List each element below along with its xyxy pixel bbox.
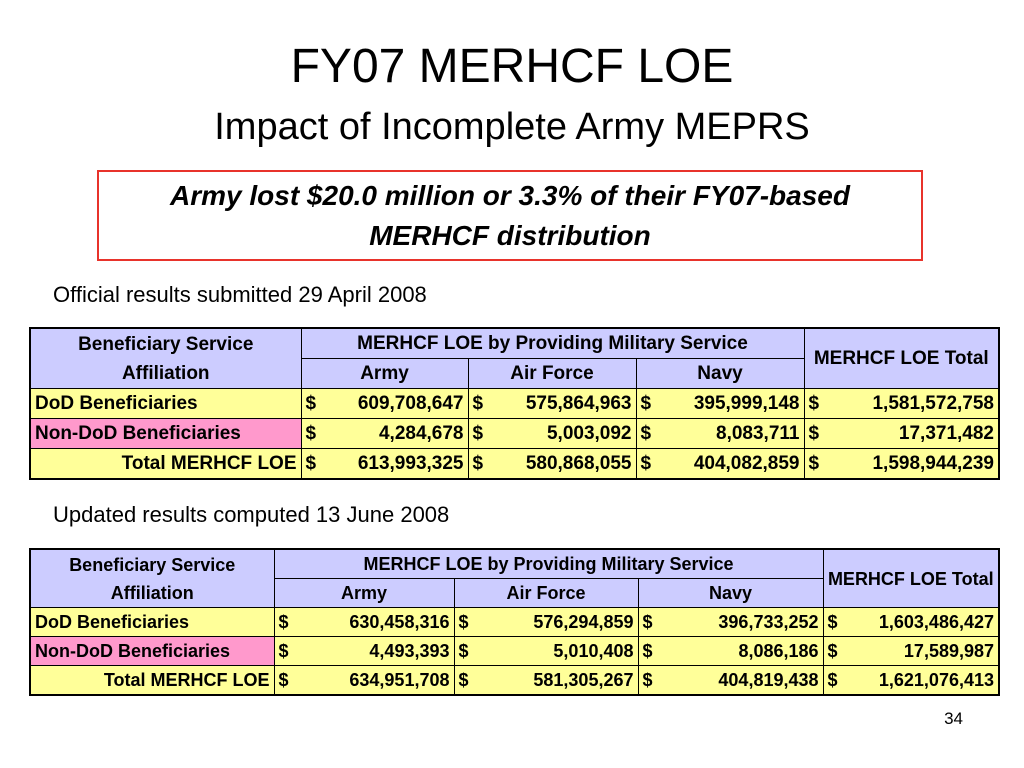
table-row xyxy=(30,608,999,637)
table-row xyxy=(30,419,999,449)
row-label: Total MERHCF LOE xyxy=(30,666,274,696)
cell-total: 17,371,482 xyxy=(898,422,994,444)
currency-symbol: $ xyxy=(278,669,289,690)
cell-total: 17,589,987 xyxy=(903,640,995,661)
header-affiliation: Beneficiary Service Affiliation xyxy=(30,328,301,389)
cell-air-force: 581,305,267 xyxy=(533,669,634,690)
row-label: Total MERHCF LOE xyxy=(30,449,301,480)
cell-army: 4,284,678 xyxy=(378,422,464,444)
currency-symbol: $ xyxy=(305,422,317,444)
cell-army: 613,993,325 xyxy=(357,452,464,474)
cell-army: 634,951,708 xyxy=(349,669,450,690)
header-air-force: Air Force xyxy=(454,579,638,608)
header-affiliation: Beneficiary Service Affiliation xyxy=(30,549,274,608)
slide-title: FY07 MERHCF LOE xyxy=(290,40,734,93)
header-army: Army xyxy=(274,579,454,608)
cell-army: 4,493,393 xyxy=(369,640,450,661)
updated-caption: Updated results computed 13 June 2008 xyxy=(53,502,450,527)
currency-symbol: $ xyxy=(642,611,653,632)
cell-navy: 8,086,186 xyxy=(738,640,819,661)
currency-symbol: $ xyxy=(827,611,838,632)
currency-symbol: $ xyxy=(808,392,820,414)
currency-symbol: $ xyxy=(278,611,289,632)
currency-symbol: $ xyxy=(827,640,838,661)
currency-symbol: $ xyxy=(642,669,653,690)
row-label: Non-DoD Beneficiaries xyxy=(30,637,274,666)
official-caption: Official results submitted 29 April 2008 xyxy=(53,282,427,307)
currency-symbol: $ xyxy=(642,640,653,661)
header-total: MERHCF LOE Total xyxy=(823,549,999,608)
currency-symbol: $ xyxy=(827,669,838,690)
header-air-force: Air Force xyxy=(468,359,636,389)
currency-symbol: $ xyxy=(472,392,484,414)
cell-navy: 8,083,711 xyxy=(716,422,800,444)
updated-results-table xyxy=(29,548,1000,696)
currency-symbol: $ xyxy=(808,422,820,444)
currency-symbol: $ xyxy=(305,452,317,474)
currency-symbol: $ xyxy=(458,611,469,632)
cell-army: 609,708,647 xyxy=(357,392,464,414)
page-number: 34 xyxy=(944,709,963,728)
cell-air-force: 5,003,092 xyxy=(546,422,632,444)
header-navy: Navy xyxy=(638,579,823,608)
currency-symbol: $ xyxy=(808,452,820,474)
currency-symbol: $ xyxy=(472,452,484,474)
callout-box: Army lost $20.0 million or 3.3% of their FY07-based MERHCF distribution xyxy=(97,170,923,261)
header-navy: Navy xyxy=(636,359,804,389)
currency-symbol: $ xyxy=(458,669,469,690)
cell-navy: 395,999,148 xyxy=(693,392,800,414)
row-label: Non-DoD Beneficiaries xyxy=(30,419,301,449)
header-total: MERHCF LOE Total xyxy=(804,328,999,389)
cell-air-force: 580,868,055 xyxy=(525,452,632,474)
cell-navy: 404,819,438 xyxy=(718,669,819,690)
currency-symbol: $ xyxy=(472,422,484,444)
currency-symbol: $ xyxy=(305,392,317,414)
cell-total: 1,621,076,413 xyxy=(878,669,995,690)
cell-air-force: 575,864,963 xyxy=(525,392,632,414)
currency-symbol: $ xyxy=(640,392,652,414)
table-row xyxy=(30,389,999,419)
table-row xyxy=(30,449,999,480)
header-by-service: MERHCF LOE by Providing Military Service xyxy=(301,328,804,359)
currency-symbol: $ xyxy=(458,640,469,661)
cell-navy: 396,733,252 xyxy=(718,611,819,632)
cell-total: 1,598,944,239 xyxy=(872,452,994,474)
table-row xyxy=(30,666,999,696)
cell-air-force: 576,294,859 xyxy=(533,611,634,632)
header-army: Army xyxy=(301,359,468,389)
currency-symbol: $ xyxy=(640,422,652,444)
official-results-table xyxy=(29,327,1000,480)
cell-total: 1,581,572,758 xyxy=(872,392,994,414)
cell-total: 1,603,486,427 xyxy=(878,611,995,632)
row-label: DoD Beneficiaries xyxy=(30,389,301,419)
currency-symbol: $ xyxy=(640,452,652,474)
row-label: DoD Beneficiaries xyxy=(30,608,274,637)
header-by-service: MERHCF LOE by Providing Military Service xyxy=(274,549,823,579)
cell-army: 630,458,316 xyxy=(349,611,450,632)
table-row xyxy=(30,637,999,666)
cell-air-force: 5,010,408 xyxy=(553,640,634,661)
cell-navy: 404,082,859 xyxy=(693,452,800,474)
slide-subtitle: Impact of Incomplete Army MEPRS xyxy=(214,106,810,148)
currency-symbol: $ xyxy=(278,640,289,661)
